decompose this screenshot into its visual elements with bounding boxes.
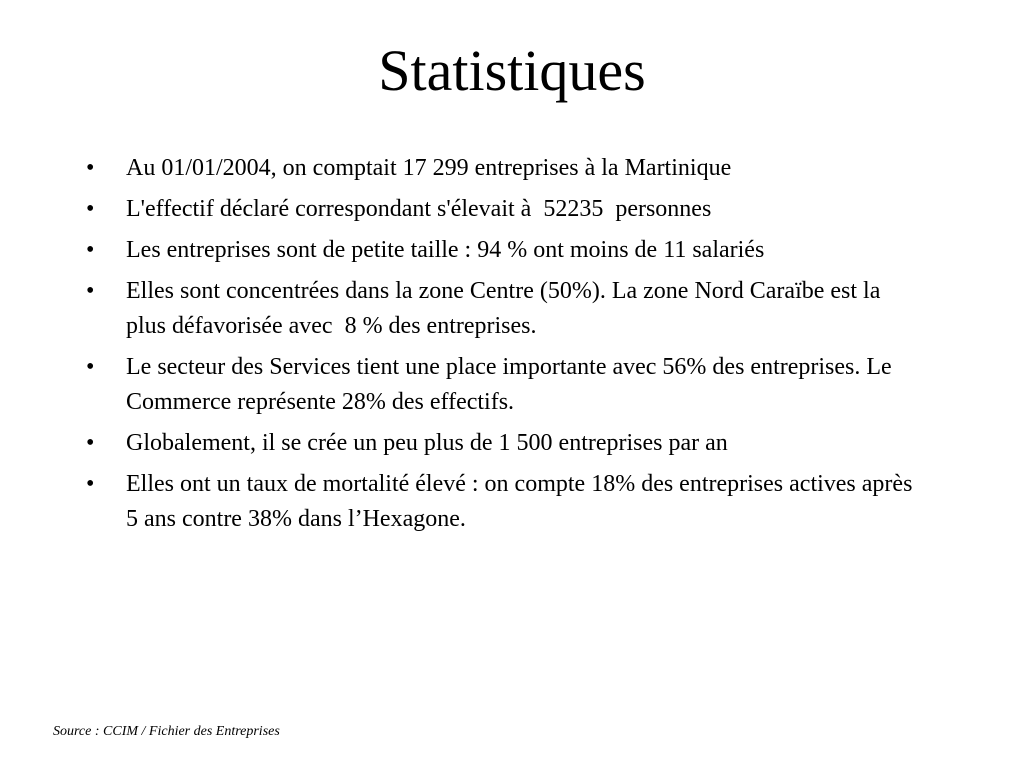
bullet-text: Le secteur des Services tient une place importante avec 56% des entreprises. Le Commerce représente 28% des effectifs. — [126, 354, 898, 415]
bullet-text: Les entreprises sont de petite taille : 94 % ont moins de 11 salariés — [126, 237, 765, 263]
bullet-text: Elles ont un taux de mortalité élevé : on compte 18% des entreprises actives après 5 ans contre 38% dans l’Hexagone. — [126, 471, 919, 532]
bullet-item — [86, 192, 916, 227]
bullet-list — [86, 151, 919, 543]
bullet-text: L'effectif déclaré correspondant s'élevait à 52235 personnes — [126, 196, 712, 222]
bullet-text: Elles sont concentrées dans la zone Centre (50%). La zone Nord Caraïbe est la plus défavorisée avec 8 % des entreprises. — [126, 278, 887, 339]
bullet-item — [86, 151, 916, 186]
bullet-item — [86, 233, 916, 268]
bullet-text: Au 01/01/2004, on comptait 17 299 entreprises à la Martinique — [126, 155, 732, 181]
bullet-icon: • — [86, 354, 95, 380]
bullet-item — [86, 350, 916, 420]
bullet-icon: • — [86, 196, 95, 222]
bullet-item — [86, 467, 919, 537]
bullet-icon: • — [86, 430, 95, 456]
bullet-item — [86, 426, 916, 461]
bullet-icon: • — [86, 155, 95, 181]
bullet-icon: • — [86, 471, 95, 497]
bullet-icon: • — [86, 278, 95, 304]
slide-title: Statistiques — [378, 38, 646, 103]
bullet-item — [86, 274, 916, 344]
source-note: Source : CCIM / Fichier des Entreprises — [53, 724, 280, 739]
bullet-text: Globalement, il se crée un peu plus de 1 500 entreprises par an — [126, 430, 728, 456]
bullet-icon: • — [86, 237, 95, 263]
